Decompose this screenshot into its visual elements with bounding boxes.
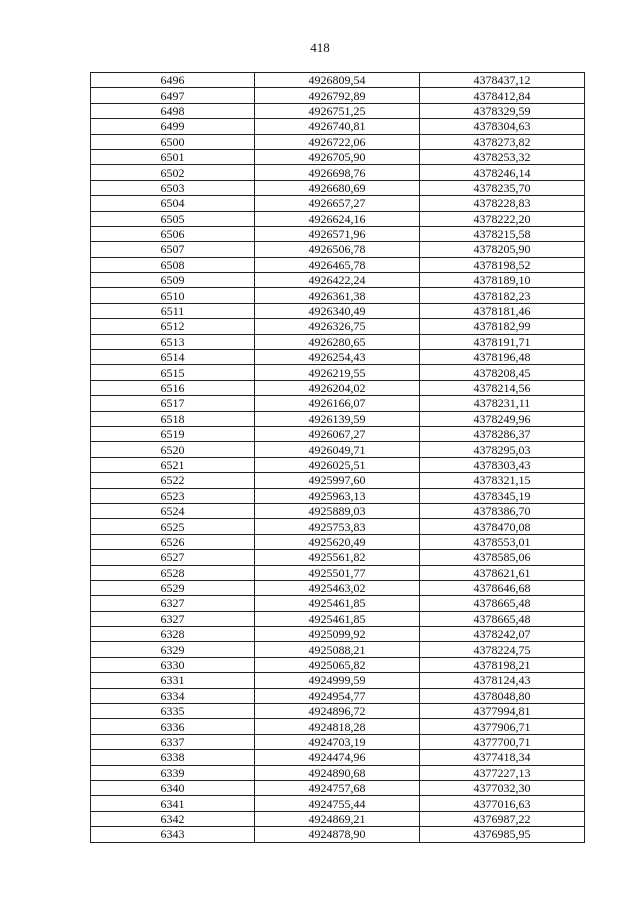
table-row xyxy=(91,134,585,149)
table-row xyxy=(91,704,585,719)
y-coordinate-cell: 4376985,95 xyxy=(420,827,585,842)
y-coordinate-cell: 4378246,14 xyxy=(420,165,585,180)
point-number-cell: 6503 xyxy=(91,180,255,195)
table-row xyxy=(91,226,585,241)
table-row xyxy=(91,88,585,103)
x-coordinate-cell: 4926025,51 xyxy=(255,457,420,472)
y-coordinate-cell: 4378303,43 xyxy=(420,457,585,472)
x-coordinate-cell: 4926751,25 xyxy=(255,103,420,118)
table-row xyxy=(91,596,585,611)
y-coordinate-cell: 4378553,01 xyxy=(420,534,585,549)
point-number-cell: 6343 xyxy=(91,827,255,842)
point-number-cell: 6516 xyxy=(91,380,255,395)
y-coordinate-cell: 4378198,52 xyxy=(420,257,585,272)
y-coordinate-cell: 4378048,80 xyxy=(420,688,585,703)
x-coordinate-cell: 4924878,90 xyxy=(255,827,420,842)
point-number-cell: 6523 xyxy=(91,488,255,503)
point-number-cell: 6500 xyxy=(91,134,255,149)
table-row xyxy=(91,457,585,472)
point-number-cell: 6327 xyxy=(91,611,255,626)
coordinates-table xyxy=(90,72,585,843)
x-coordinate-cell: 4925753,83 xyxy=(255,519,420,534)
y-coordinate-cell: 4378304,63 xyxy=(420,119,585,134)
x-coordinate-cell: 4926361,38 xyxy=(255,288,420,303)
x-coordinate-cell: 4926254,43 xyxy=(255,350,420,365)
coordinates-table-body xyxy=(91,73,585,843)
y-coordinate-cell: 4377032,30 xyxy=(420,780,585,795)
x-coordinate-cell: 4926204,02 xyxy=(255,380,420,395)
y-coordinate-cell: 4378295,03 xyxy=(420,442,585,457)
y-coordinate-cell: 4378242,07 xyxy=(420,627,585,642)
point-number-cell: 6505 xyxy=(91,211,255,226)
x-coordinate-cell: 4926792,89 xyxy=(255,88,420,103)
x-coordinate-cell: 4924890,68 xyxy=(255,765,420,780)
point-number-cell: 6331 xyxy=(91,673,255,688)
point-number-cell: 6336 xyxy=(91,719,255,734)
point-number-cell: 6517 xyxy=(91,396,255,411)
x-coordinate-cell: 4925099,92 xyxy=(255,627,420,642)
x-coordinate-cell: 4925461,85 xyxy=(255,596,420,611)
x-coordinate-cell: 4926809,54 xyxy=(255,73,420,88)
x-coordinate-cell: 4926067,27 xyxy=(255,426,420,441)
table-row xyxy=(91,827,585,842)
point-number-cell: 6329 xyxy=(91,642,255,657)
table-row xyxy=(91,411,585,426)
point-number-cell: 6510 xyxy=(91,288,255,303)
y-coordinate-cell: 4377418,34 xyxy=(420,750,585,765)
table-row xyxy=(91,211,585,226)
x-coordinate-cell: 4924954,77 xyxy=(255,688,420,703)
table-row xyxy=(91,149,585,164)
table-row xyxy=(91,334,585,349)
y-coordinate-cell: 4378386,70 xyxy=(420,503,585,518)
page-number: 418 xyxy=(310,40,330,55)
y-coordinate-cell: 4378329,59 xyxy=(420,103,585,118)
point-number-cell: 6327 xyxy=(91,596,255,611)
y-coordinate-cell: 4378249,96 xyxy=(420,411,585,426)
table-row xyxy=(91,627,585,642)
x-coordinate-cell: 4926680,69 xyxy=(255,180,420,195)
point-number-cell: 6506 xyxy=(91,226,255,241)
table-row xyxy=(91,165,585,180)
table-row xyxy=(91,442,585,457)
table-row xyxy=(91,780,585,795)
point-number-cell: 6529 xyxy=(91,580,255,595)
point-number-cell: 6508 xyxy=(91,257,255,272)
point-number-cell: 6524 xyxy=(91,503,255,518)
y-coordinate-cell: 4378321,15 xyxy=(420,473,585,488)
table-row xyxy=(91,396,585,411)
x-coordinate-cell: 4926657,27 xyxy=(255,196,420,211)
point-number-cell: 6513 xyxy=(91,334,255,349)
x-coordinate-cell: 4926698,76 xyxy=(255,165,420,180)
table-row xyxy=(91,673,585,688)
point-number-cell: 6521 xyxy=(91,457,255,472)
x-coordinate-cell: 4926624,16 xyxy=(255,211,420,226)
x-coordinate-cell: 4924703,19 xyxy=(255,734,420,749)
point-number-cell: 6340 xyxy=(91,780,255,795)
y-coordinate-cell: 4376987,22 xyxy=(420,811,585,826)
y-coordinate-cell: 4378124,43 xyxy=(420,673,585,688)
x-coordinate-cell: 4926049,71 xyxy=(255,442,420,457)
table-row xyxy=(91,319,585,334)
y-coordinate-cell: 4377227,13 xyxy=(420,765,585,780)
x-coordinate-cell: 4925463,02 xyxy=(255,580,420,595)
x-coordinate-cell: 4924757,68 xyxy=(255,780,420,795)
table-row xyxy=(91,565,585,580)
table-row xyxy=(91,73,585,88)
y-coordinate-cell: 4378189,10 xyxy=(420,273,585,288)
y-coordinate-cell: 4378585,06 xyxy=(420,550,585,565)
x-coordinate-cell: 4926705,90 xyxy=(255,149,420,164)
table-row xyxy=(91,426,585,441)
y-coordinate-cell: 4378253,32 xyxy=(420,149,585,164)
y-coordinate-cell: 4378198,21 xyxy=(420,657,585,672)
table-row xyxy=(91,288,585,303)
point-number-cell: 6341 xyxy=(91,796,255,811)
y-coordinate-cell: 4378182,23 xyxy=(420,288,585,303)
point-number-cell: 6507 xyxy=(91,242,255,257)
x-coordinate-cell: 4925461,85 xyxy=(255,611,420,626)
point-number-cell: 6512 xyxy=(91,319,255,334)
point-number-cell: 6342 xyxy=(91,811,255,826)
point-number-cell: 6528 xyxy=(91,565,255,580)
x-coordinate-cell: 4925997,60 xyxy=(255,473,420,488)
table-row xyxy=(91,273,585,288)
x-coordinate-cell: 4924869,21 xyxy=(255,811,420,826)
table-row xyxy=(91,688,585,703)
y-coordinate-cell: 4378345,19 xyxy=(420,488,585,503)
x-coordinate-cell: 4926571,96 xyxy=(255,226,420,241)
table-row xyxy=(91,365,585,380)
x-coordinate-cell: 4925889,03 xyxy=(255,503,420,518)
point-number-cell: 6515 xyxy=(91,365,255,380)
x-coordinate-cell: 4925561,82 xyxy=(255,550,420,565)
x-coordinate-cell: 4925088,21 xyxy=(255,642,420,657)
x-coordinate-cell: 4925620,49 xyxy=(255,534,420,549)
x-coordinate-cell: 4925065,82 xyxy=(255,657,420,672)
y-coordinate-cell: 4378621,61 xyxy=(420,565,585,580)
x-coordinate-cell: 4926506,78 xyxy=(255,242,420,257)
y-coordinate-cell: 4378215,58 xyxy=(420,226,585,241)
y-coordinate-cell: 4378205,90 xyxy=(420,242,585,257)
x-coordinate-cell: 4926280,65 xyxy=(255,334,420,349)
x-coordinate-cell: 4924474,96 xyxy=(255,750,420,765)
table-row xyxy=(91,473,585,488)
y-coordinate-cell: 4378214,56 xyxy=(420,380,585,395)
y-coordinate-cell: 4378273,82 xyxy=(420,134,585,149)
x-coordinate-cell: 4926139,59 xyxy=(255,411,420,426)
point-number-cell: 6527 xyxy=(91,550,255,565)
table-row xyxy=(91,380,585,395)
y-coordinate-cell: 4378665,48 xyxy=(420,611,585,626)
x-coordinate-cell: 4926219,55 xyxy=(255,365,420,380)
y-coordinate-cell: 4378470,08 xyxy=(420,519,585,534)
table-row xyxy=(91,488,585,503)
table-row xyxy=(91,257,585,272)
y-coordinate-cell: 4378286,37 xyxy=(420,426,585,441)
x-coordinate-cell: 4924818,28 xyxy=(255,719,420,734)
point-number-cell: 6497 xyxy=(91,88,255,103)
point-number-cell: 6518 xyxy=(91,411,255,426)
x-coordinate-cell: 4925501,77 xyxy=(255,565,420,580)
table-row xyxy=(91,611,585,626)
point-number-cell: 6330 xyxy=(91,657,255,672)
y-coordinate-cell: 4378665,48 xyxy=(420,596,585,611)
point-number-cell: 6501 xyxy=(91,149,255,164)
x-coordinate-cell: 4926465,78 xyxy=(255,257,420,272)
x-coordinate-cell: 4924896,72 xyxy=(255,704,420,719)
table-row xyxy=(91,719,585,734)
y-coordinate-cell: 4378437,12 xyxy=(420,73,585,88)
y-coordinate-cell: 4377906,71 xyxy=(420,719,585,734)
point-number-cell: 6328 xyxy=(91,627,255,642)
y-coordinate-cell: 4378208,45 xyxy=(420,365,585,380)
table-row xyxy=(91,642,585,657)
table-row xyxy=(91,811,585,826)
point-number-cell: 6334 xyxy=(91,688,255,703)
table-row xyxy=(91,519,585,534)
point-number-cell: 6496 xyxy=(91,73,255,88)
y-coordinate-cell: 4378235,70 xyxy=(420,180,585,195)
point-number-cell: 6502 xyxy=(91,165,255,180)
point-number-cell: 6514 xyxy=(91,350,255,365)
y-coordinate-cell: 4377700,71 xyxy=(420,734,585,749)
point-number-cell: 6526 xyxy=(91,534,255,549)
point-number-cell: 6509 xyxy=(91,273,255,288)
y-coordinate-cell: 4378222,20 xyxy=(420,211,585,226)
y-coordinate-cell: 4378646,68 xyxy=(420,580,585,595)
y-coordinate-cell: 4378191,71 xyxy=(420,334,585,349)
point-number-cell: 6339 xyxy=(91,765,255,780)
table-row xyxy=(91,503,585,518)
y-coordinate-cell: 4378181,46 xyxy=(420,303,585,318)
table-row xyxy=(91,119,585,134)
x-coordinate-cell: 4924755,44 xyxy=(255,796,420,811)
y-coordinate-cell: 4378196,48 xyxy=(420,350,585,365)
y-coordinate-cell: 4378228,83 xyxy=(420,196,585,211)
x-coordinate-cell: 4926326,75 xyxy=(255,319,420,334)
table-row xyxy=(91,580,585,595)
point-number-cell: 6511 xyxy=(91,303,255,318)
point-number-cell: 6522 xyxy=(91,473,255,488)
table-row xyxy=(91,734,585,749)
table-row xyxy=(91,303,585,318)
table-row xyxy=(91,657,585,672)
x-coordinate-cell: 4925963,13 xyxy=(255,488,420,503)
table-row xyxy=(91,103,585,118)
x-coordinate-cell: 4926166,07 xyxy=(255,396,420,411)
point-number-cell: 6520 xyxy=(91,442,255,457)
table-row xyxy=(91,796,585,811)
table-row xyxy=(91,350,585,365)
point-number-cell: 6519 xyxy=(91,426,255,441)
table-row xyxy=(91,765,585,780)
x-coordinate-cell: 4926422,24 xyxy=(255,273,420,288)
y-coordinate-cell: 4378182,99 xyxy=(420,319,585,334)
point-number-cell: 6335 xyxy=(91,704,255,719)
y-coordinate-cell: 4378231,11 xyxy=(420,396,585,411)
x-coordinate-cell: 4924999,59 xyxy=(255,673,420,688)
point-number-cell: 6337 xyxy=(91,734,255,749)
table-row xyxy=(91,196,585,211)
table-row xyxy=(91,750,585,765)
x-coordinate-cell: 4926722,06 xyxy=(255,134,420,149)
table-row xyxy=(91,550,585,565)
table-row xyxy=(91,242,585,257)
x-coordinate-cell: 4926740,81 xyxy=(255,119,420,134)
table-row xyxy=(91,534,585,549)
y-coordinate-cell: 4377994,81 xyxy=(420,704,585,719)
point-number-cell: 6504 xyxy=(91,196,255,211)
point-number-cell: 6338 xyxy=(91,750,255,765)
x-coordinate-cell: 4926340,49 xyxy=(255,303,420,318)
y-coordinate-cell: 4377016,63 xyxy=(420,796,585,811)
point-number-cell: 6498 xyxy=(91,103,255,118)
table-row xyxy=(91,180,585,195)
point-number-cell: 6499 xyxy=(91,119,255,134)
point-number-cell: 6525 xyxy=(91,519,255,534)
y-coordinate-cell: 4378412,84 xyxy=(420,88,585,103)
y-coordinate-cell: 4378224,75 xyxy=(420,642,585,657)
